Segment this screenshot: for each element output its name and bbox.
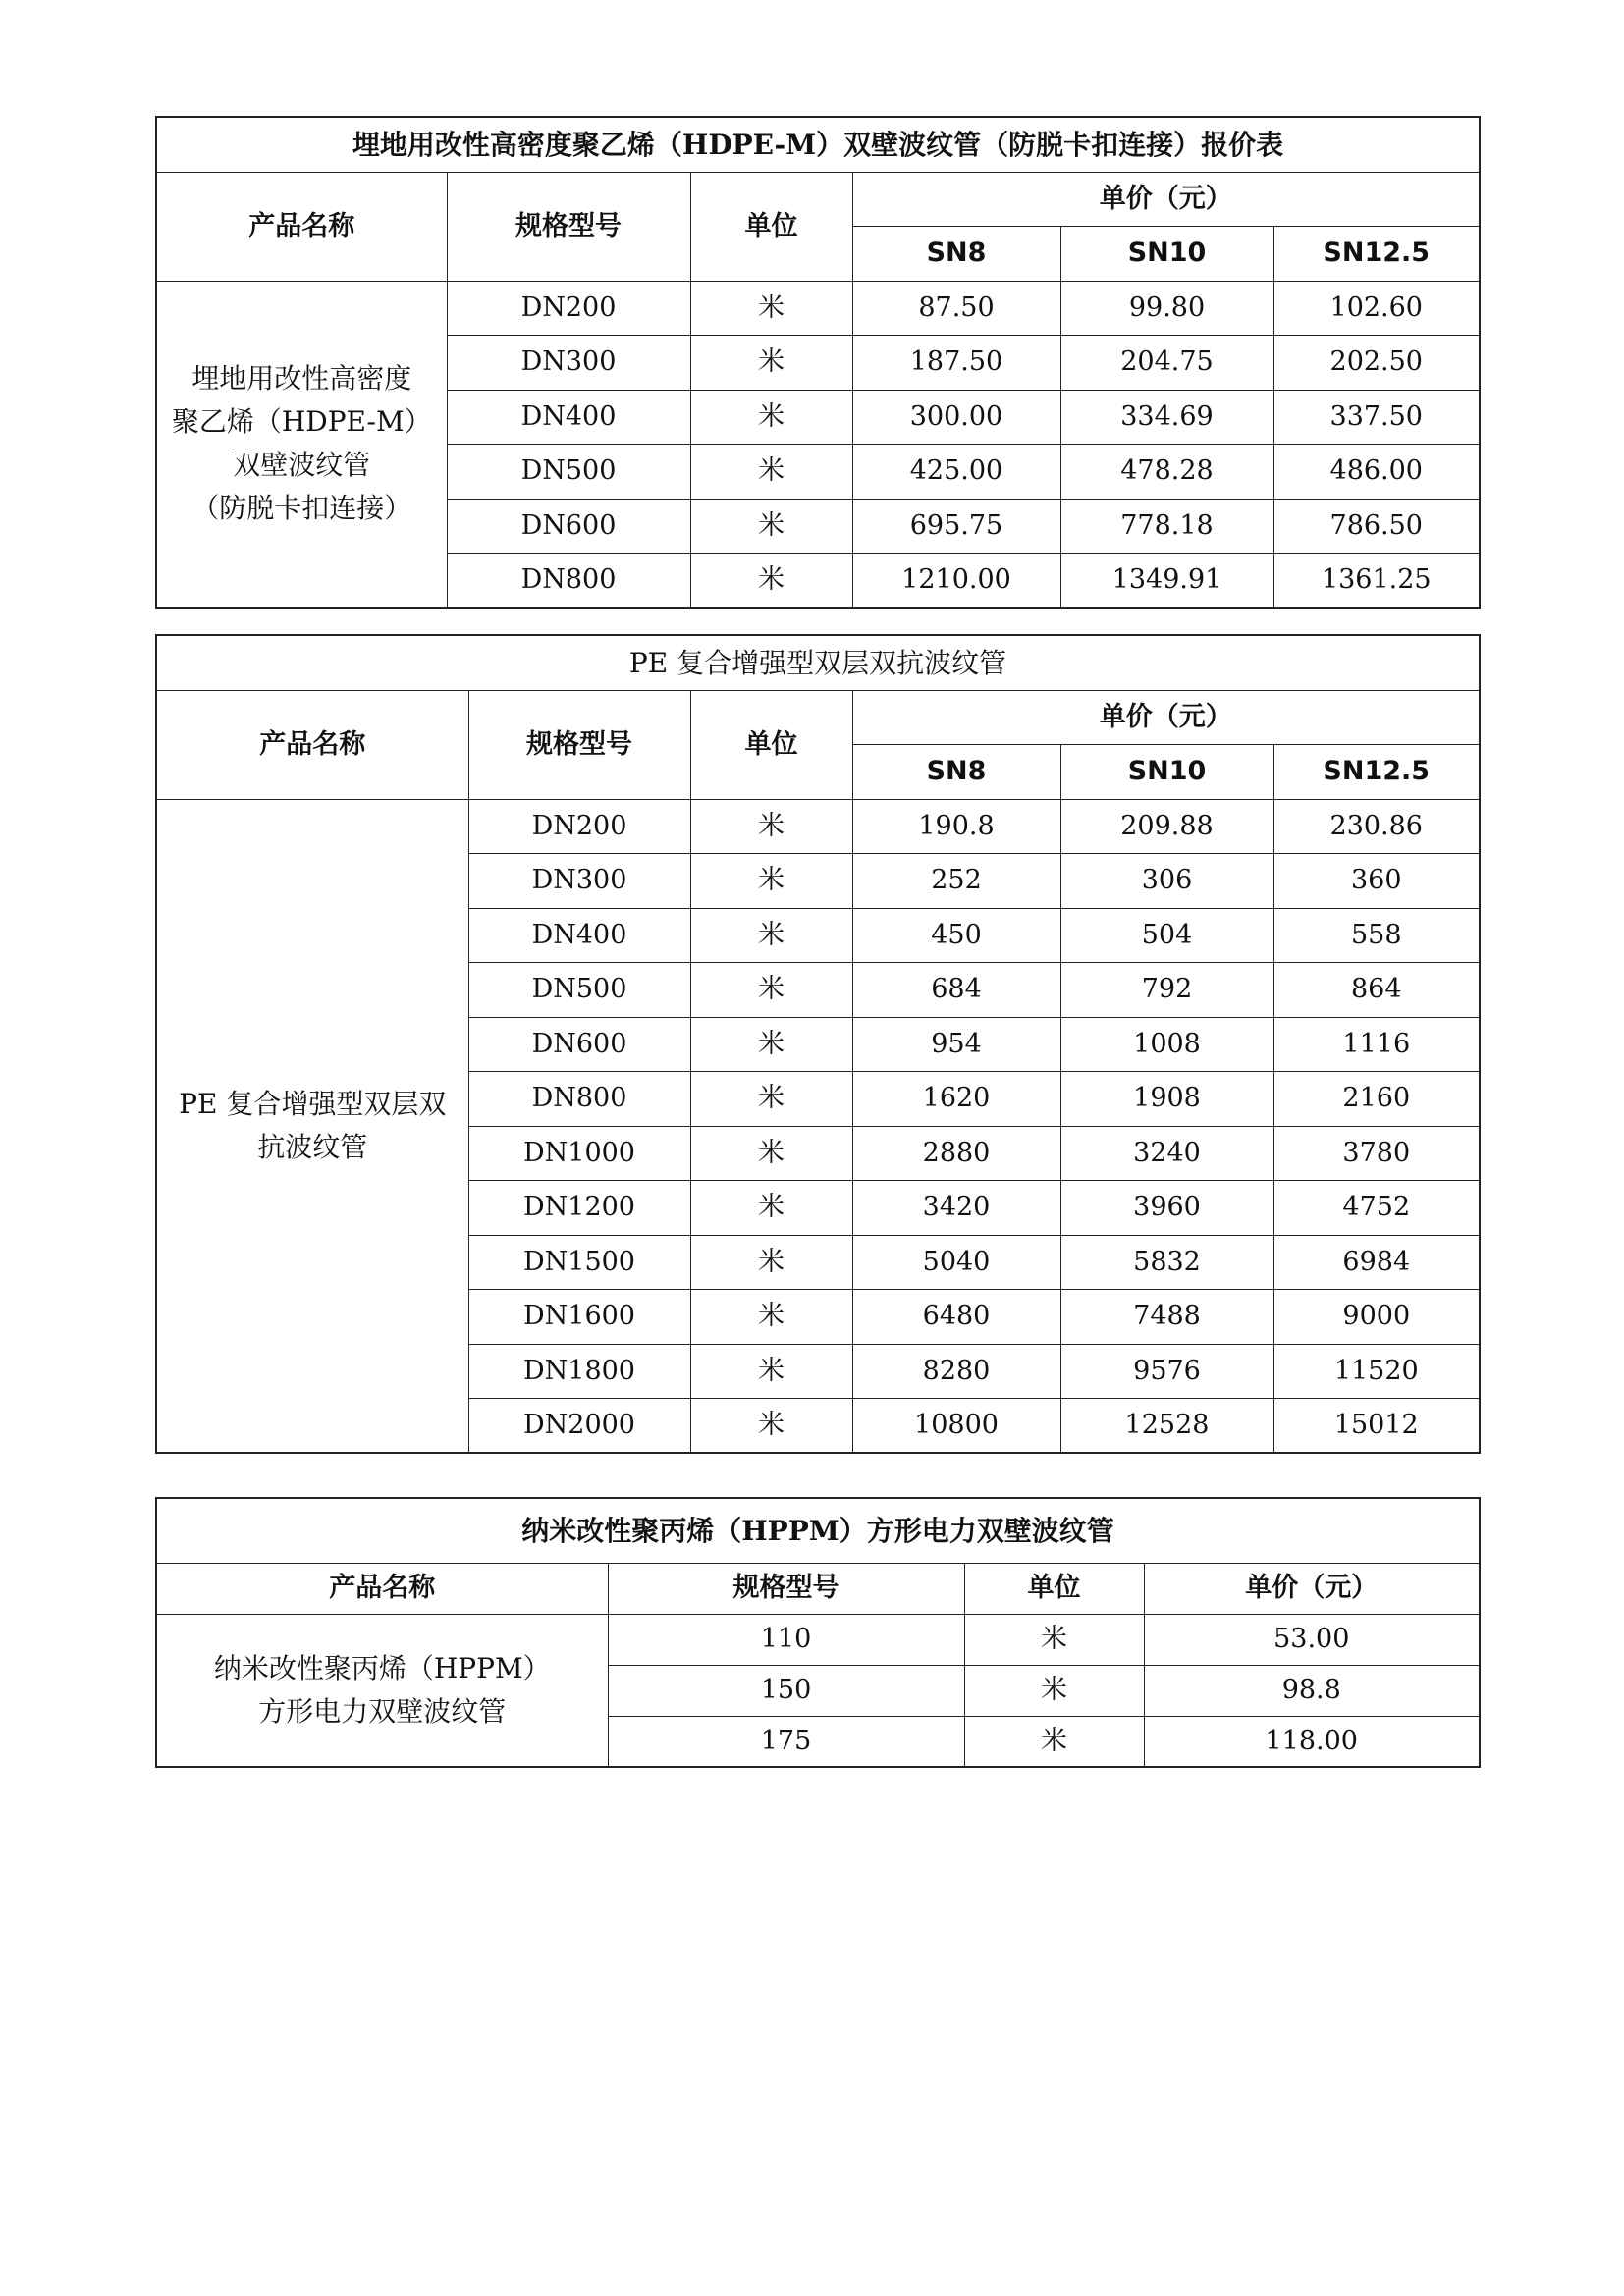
unit-cell: 米 [690,963,852,1018]
price-sn10: 204.75 [1060,336,1273,391]
spec-cell: DN1800 [468,1344,690,1399]
header-spec: 规格型号 [608,1563,964,1614]
hdpe-m-price-table [155,116,1481,609]
table-title: 纳米改性聚丙烯（HPPM）方形电力双壁波纹管 [156,1498,1480,1563]
header-sn10: SN10 [1060,227,1273,282]
hppm-price-table [155,1497,1481,1768]
spec-cell: DN200 [447,281,690,336]
spec-cell: DN1200 [468,1181,690,1236]
unit-cell: 米 [690,1399,852,1454]
table-row [156,1614,1480,1665]
price-sn10: 778.18 [1060,499,1273,554]
header-spec: 规格型号 [447,172,690,281]
spec-cell: DN2000 [468,1399,690,1454]
header-unit-price: 单价（元） [852,690,1480,745]
price-sn8: 2880 [852,1126,1060,1181]
price-sn12-5: 9000 [1273,1290,1480,1345]
unit-cell: 米 [690,1235,852,1290]
price-sn12-5: 360 [1273,854,1480,909]
price-sn10: 1349.91 [1060,554,1273,609]
header-sn10: SN10 [1060,745,1273,800]
spec-cell: DN300 [468,854,690,909]
unit-cell: 米 [690,281,852,336]
price-sn12-5: 11520 [1273,1344,1480,1399]
unit-cell: 米 [690,445,852,500]
price-sn8: 450 [852,908,1060,963]
spec-cell: DN1000 [468,1126,690,1181]
unit-cell: 米 [690,799,852,854]
header-sn8: SN8 [852,227,1060,282]
spec-cell: DN200 [468,799,690,854]
spec-cell: DN500 [468,963,690,1018]
unit-cell: 米 [964,1665,1144,1716]
price-cell: 53.00 [1144,1614,1480,1665]
table-row [156,281,1480,336]
header-unit-price: 单价（元） [1144,1563,1480,1614]
price-sn12-5: 230.86 [1273,799,1480,854]
price-sn10: 3960 [1060,1181,1273,1236]
unit-cell: 米 [690,336,852,391]
spec-cell: DN500 [447,445,690,500]
product-name-cell [156,799,468,1453]
price-sn12-5: 102.60 [1273,281,1480,336]
product-name-line: 纳米改性聚丙烯（HPPM） [213,1651,551,1684]
header-sn12-5: SN12.5 [1273,227,1480,282]
price-sn12-5: 558 [1273,908,1480,963]
price-sn8: 300.00 [852,390,1060,445]
spec-cell: DN600 [447,499,690,554]
price-sn8: 190.8 [852,799,1060,854]
price-cell: 98.8 [1144,1665,1480,1716]
price-sn10: 3240 [1060,1126,1273,1181]
unit-cell: 米 [690,1181,852,1236]
unit-cell: 米 [690,499,852,554]
price-sn10: 334.69 [1060,390,1273,445]
price-sn10: 792 [1060,963,1273,1018]
price-sn8: 1620 [852,1072,1060,1127]
price-sn8: 425.00 [852,445,1060,500]
header-unit-price: 单价（元） [852,172,1480,227]
header-sn12-5: SN12.5 [1273,745,1480,800]
spec-cell: DN400 [447,390,690,445]
product-name-line: 方形电力双壁波纹管 [258,1694,507,1728]
price-sn12-5: 2160 [1273,1072,1480,1127]
unit-cell: 米 [690,1126,852,1181]
unit-cell: 米 [690,390,852,445]
price-sn12-5: 486.00 [1273,445,1480,500]
price-sn12-5: 3780 [1273,1126,1480,1181]
table-row [156,799,1480,854]
unit-cell: 米 [690,854,852,909]
pe-composite-price-table [155,634,1481,1454]
price-sn8: 10800 [852,1399,1060,1454]
header-unit: 单位 [690,172,852,281]
price-sn10: 478.28 [1060,445,1273,500]
price-cell: 118.00 [1144,1716,1480,1767]
price-sn10: 9576 [1060,1344,1273,1399]
price-sn12-5: 1361.25 [1273,554,1480,609]
header-spec: 规格型号 [468,690,690,799]
price-sn10: 209.88 [1060,799,1273,854]
price-sn12-5: 864 [1273,963,1480,1018]
spec-cell: DN800 [447,554,690,609]
header-sn8: SN8 [852,745,1060,800]
table-title: PE 复合增强型双层双抗波纹管 [156,635,1480,690]
price-sn8: 252 [852,854,1060,909]
header-unit: 单位 [690,690,852,799]
unit-cell: 米 [690,1344,852,1399]
spec-cell: DN1600 [468,1290,690,1345]
header-unit: 单位 [964,1563,1144,1614]
product-name-cell [156,281,447,608]
price-sn10: 12528 [1060,1399,1273,1454]
unit-cell: 米 [964,1614,1144,1665]
price-sn8: 695.75 [852,499,1060,554]
price-sn12-5: 6984 [1273,1235,1480,1290]
price-sn8: 6480 [852,1290,1060,1345]
price-sn12-5: 15012 [1273,1399,1480,1454]
unit-cell: 米 [690,908,852,963]
spec-cell: 150 [608,1665,964,1716]
unit-cell: 米 [690,1072,852,1127]
price-sn10: 1008 [1060,1017,1273,1072]
spec-cell: DN600 [468,1017,690,1072]
price-sn8: 187.50 [852,336,1060,391]
product-name-line: PE 复合增强型双层双 [179,1087,447,1120]
unit-cell: 米 [964,1716,1144,1767]
spec-cell: 110 [608,1614,964,1665]
price-sn10: 5832 [1060,1235,1273,1290]
price-sn10: 504 [1060,908,1273,963]
product-name-line: 埋地用改性高密度 [191,362,412,396]
header-product-name: 产品名称 [156,690,468,799]
product-name-line: 抗波纹管 [257,1130,368,1163]
product-name-cell [156,1614,608,1767]
price-sn10: 7488 [1060,1290,1273,1345]
unit-cell: 米 [690,554,852,609]
unit-cell: 米 [690,1290,852,1345]
price-sn12-5: 4752 [1273,1181,1480,1236]
header-product-name: 产品名称 [156,1563,608,1614]
spec-cell: DN400 [468,908,690,963]
price-sn12-5: 786.50 [1273,499,1480,554]
price-sn8: 5040 [852,1235,1060,1290]
price-sn10: 306 [1060,854,1273,909]
product-name-line: （防脱卡扣连接） [191,492,412,525]
unit-cell: 米 [690,1017,852,1072]
price-sn8: 8280 [852,1344,1060,1399]
table-title: 埋地用改性高密度聚乙烯（HDPE-M）双壁波纹管（防脱卡扣连接）报价表 [156,117,1480,172]
price-sn12-5: 202.50 [1273,336,1480,391]
price-sn10: 1908 [1060,1072,1273,1127]
price-sn12-5: 1116 [1273,1017,1480,1072]
header-product-name: 产品名称 [156,172,447,281]
product-name-line: 双壁波纹管 [233,449,371,482]
spec-cell: DN300 [447,336,690,391]
spec-cell: DN800 [468,1072,690,1127]
price-sn10: 99.80 [1060,281,1273,336]
price-sn8: 87.50 [852,281,1060,336]
price-sn8: 1210.00 [852,554,1060,609]
product-name-line: 聚乙烯（HDPE-M） [171,405,432,439]
price-sn8: 3420 [852,1181,1060,1236]
spec-cell: DN1500 [468,1235,690,1290]
price-sn12-5: 337.50 [1273,390,1480,445]
spec-cell: 175 [608,1716,964,1767]
price-sn8: 684 [852,963,1060,1018]
price-sn8: 954 [852,1017,1060,1072]
